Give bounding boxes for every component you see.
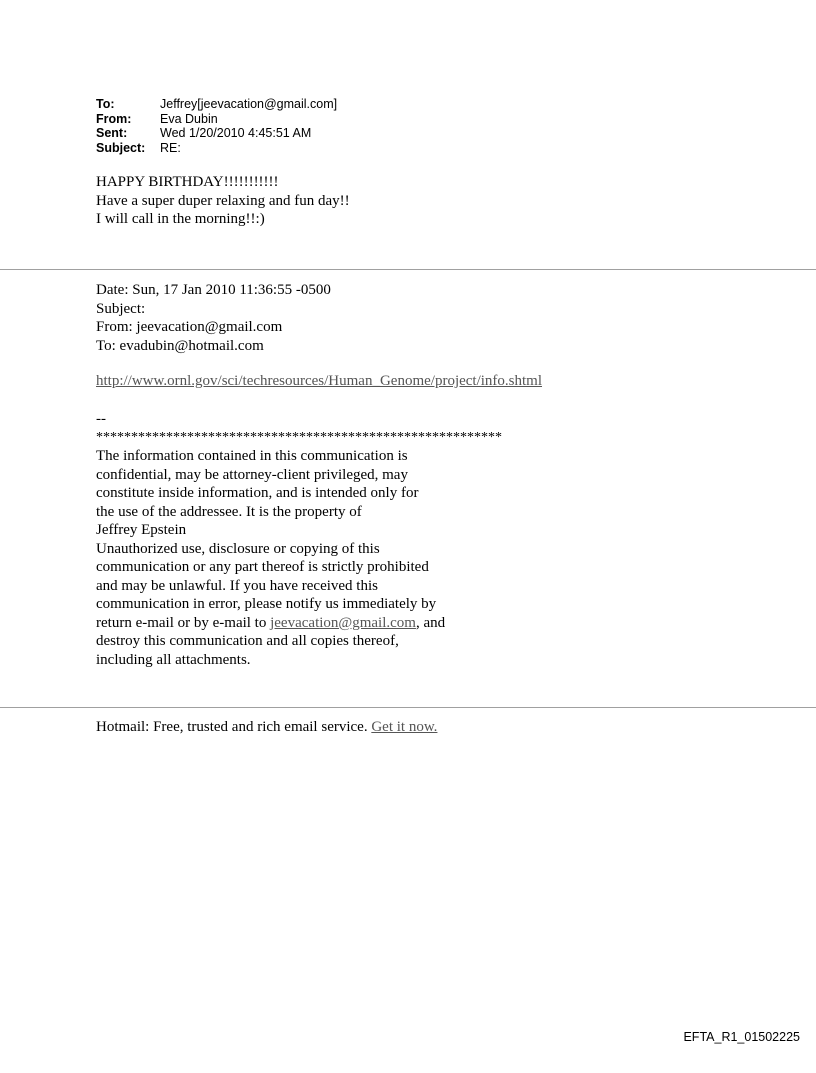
closing-line: including all attachments. xyxy=(96,651,251,668)
stars-line: ********************************************************** xyxy=(96,429,502,445)
disclaimer-line: the use of the addressee. It is the property of xyxy=(96,503,362,520)
genome-link[interactable]: http://www.ornl.gov/sci/techresources/Human_Genome/project/info.shtml xyxy=(96,373,543,389)
divider xyxy=(0,269,816,270)
from-value: Eva Dubin xyxy=(160,111,218,126)
email-header xyxy=(96,97,337,155)
quoted-date: Date: Sun, 17 Jan 2010 11:36:55 -0500 xyxy=(96,282,331,298)
header-from-row xyxy=(96,112,337,127)
subject-value: RE: xyxy=(160,140,181,155)
return-email-line xyxy=(96,614,502,633)
get-it-now-link[interactable]: Get it now. xyxy=(371,719,438,735)
disclaimer-line: communication or any part thereof is strictly prohibited xyxy=(96,559,429,575)
header-sent-row xyxy=(96,126,337,141)
quoted-subject: Subject: xyxy=(96,300,146,317)
disclaimer-line: Unauthorized use, disclosure or copying of this xyxy=(96,540,380,557)
link-line xyxy=(96,372,542,391)
message-line: I will call in the morning!!:) xyxy=(96,211,265,227)
disclaimer-line: constitute inside information, and is intended only for xyxy=(96,485,419,501)
to-value: Jeffrey[jeevacation@gmail.com] xyxy=(160,97,338,111)
header-to-row xyxy=(96,97,337,112)
sent-value: Wed 1/20/2010 4:45:51 AM xyxy=(160,126,312,140)
message-line: Have a super duper relaxing and fun day!! xyxy=(96,192,350,209)
disclaimer-block xyxy=(96,410,502,669)
return-suffix: , and xyxy=(415,614,446,631)
sent-label: Sent: xyxy=(96,126,128,140)
divider xyxy=(0,707,816,708)
to-label: To: xyxy=(96,97,115,111)
separator: -- xyxy=(96,411,106,427)
disclaimer-line: confidential, may be attorney-client privileged, may xyxy=(96,466,408,483)
closing-line: destroy this communication and all copies thereof, xyxy=(96,633,399,649)
return-prefix: return e-mail or by e-mail to xyxy=(96,614,271,631)
quoted-headers xyxy=(96,281,331,355)
disclaimer-line: The information contained in this communication is xyxy=(96,448,408,464)
hotmail-promo xyxy=(96,718,437,737)
disclaimer-line: communication in error, please notify us immediately by xyxy=(96,596,437,612)
disclaimer-line: Jeffrey Epstein xyxy=(96,522,187,538)
from-label: From: xyxy=(96,111,132,126)
header-subject-row xyxy=(96,141,337,156)
quoted-from: From: jeevacation@gmail.com xyxy=(96,319,283,335)
hotmail-text: Hotmail: Free, trusted and rich email service. xyxy=(96,719,372,735)
disclaimer-line: and may be unlawful. If you have received this xyxy=(96,577,378,594)
message-line: HAPPY BIRTHDAY!!!!!!!!!!! xyxy=(96,174,279,190)
message-body xyxy=(96,173,350,229)
quoted-to: To: evadubin@hotmail.com xyxy=(96,337,264,354)
subject-label: Subject: xyxy=(96,140,146,155)
jeevacation-email-link[interactable]: jeevacation@gmail.com xyxy=(270,614,416,631)
document-id: EFTA_R1_01502225 xyxy=(683,1030,800,1044)
